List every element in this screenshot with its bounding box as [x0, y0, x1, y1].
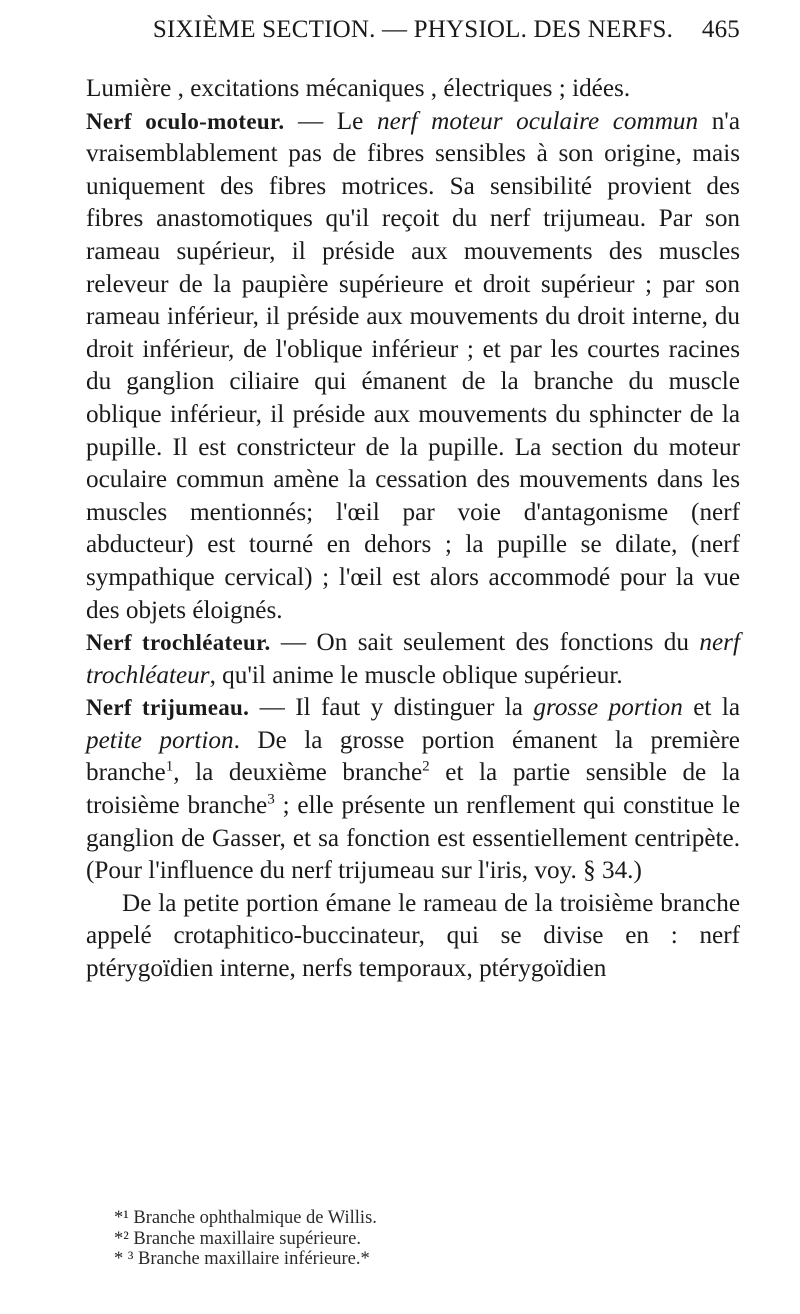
section-heading-trigeminal: Nerf trijumeau. — [86, 695, 250, 721]
term-grosse-portion: grosse portion — [533, 694, 683, 722]
footnotes — [114, 1208, 714, 1270]
footnote-ref-3[interactable]: 3 — [267, 791, 275, 808]
paragraph-oculomotor: Nerf oculo-moteur. — Le nerf moteur oculaire commun n'a vraisemblablement pas de fibres sensibles à son origine, mais uniquement des fibres motrices. Sa sensibilité provient des fibres anastomotiques qu'il reçoit du nerf trijumeau. Par son rameau supérieur, il préside aux mouvements des muscles releveur de la paupière supérieure et droit supérieur ; par son rameau inférieur, il préside aux mouvements du droit interne, du droit inférieur, de l'oblique inférieur ; et par les courtes racines du ganglion ciliaire qui émanent de la branche du muscle oblique inférieur, il préside aux mouvements du sphincter de la pupille. Il est constricteur de la pupille. La section du moteur oculaire commun amène la cessation des mouvements dans les muscles mentionnés; l'œil par voie d'antagonisme (nerf abducteur) est tourné en dehors ; la pupille se dilate, (nerf sympathique cervical) ; l'œil est alors accommodé pour la vue des objets éloignés. — [86, 107, 740, 624]
footnote-ref-1[interactable]: 1 — [165, 759, 174, 776]
paragraph-trigeminal: Nerf trijumeau. — Il faut y distinguer la grosse portion et la petite portion. De la grosse portion émanent la première branche$^1$, la deuxième branche$^2$ et la partie sensible de la troisième branche$^3$ ; elle présente un renflement qui constitue le ganglion de Gasser, et sa fonction est essentiellement centripète. (Pour l'influence du nerf trijumeau sur l'iris, voy. § 34.) — [86, 694, 741, 885]
page-number: 465 — [701, 16, 740, 43]
term-trochlear: nerf trochléateur — [86, 629, 740, 689]
footnote-2: *² Branche maxillaire supérieure. — [114, 1228, 361, 1249]
footnote-1: *¹ Branche ophthalmique de Willis. — [114, 1208, 377, 1228]
running-head — [86, 16, 740, 52]
term-oculomotor: nerf moteur oculaire commun — [376, 107, 699, 135]
term-petite-portion: petite portion — [86, 726, 234, 754]
footnote-3: * ³ Branche maxillaire inférieure.* — [114, 1249, 370, 1269]
paragraph-continuation: Lumière , excitations mécaniques , électriques ; idées. — [86, 75, 631, 102]
paragraph-trochlear: Nerf trochléateur. — On sait seulement des fonctions du nerf trochléateur, qu'il anime le muscle oblique supérieur. — [86, 629, 740, 689]
running-head-title: SIXIÈME SECTION. — PHYSIOL. DES NERFS. — [152, 16, 674, 43]
body-text — [86, 73, 740, 986]
section-heading-trochlear: Nerf trochléateur. — [86, 630, 271, 656]
footnote-ref-2[interactable]: 2 — [422, 759, 430, 776]
paragraph-petite-portion: De la petite portion émane le rameau de la troisième branche appelé crotaphitico-buccinateur, qui se divise en : nerf ptérygoïdien interne, nerfs temporaux, ptérygoïdien — [86, 889, 740, 983]
section-heading-oculomotor: Nerf oculo-moteur. — [86, 108, 285, 134]
